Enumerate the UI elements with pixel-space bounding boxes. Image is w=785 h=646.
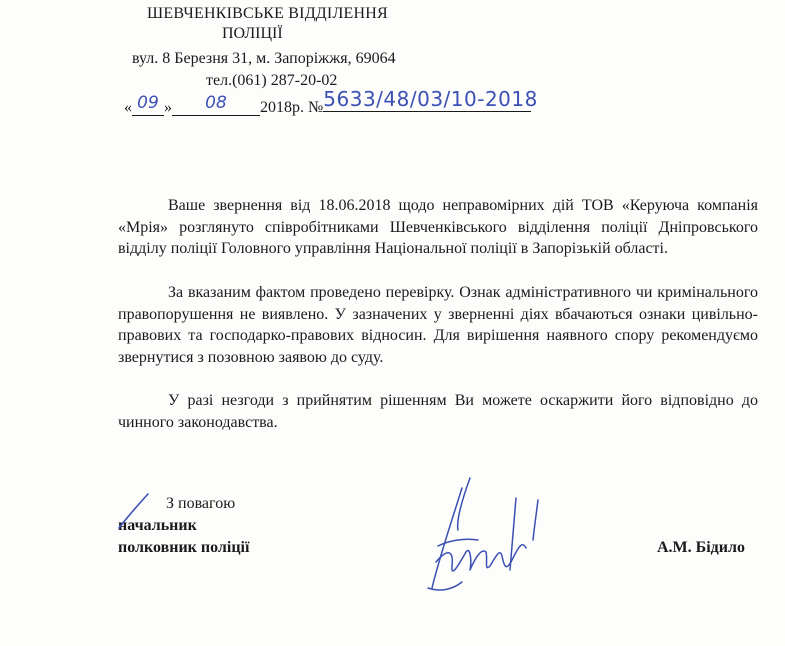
signer-name: А.М. Бідило	[657, 539, 745, 556]
closing-phrase: З повагою	[166, 495, 236, 512]
paragraph-1: Ваше звернення від 18.06.2018 щодо неправомірних дій ТОВ «Керуюча компанія «Мрія» розглянуто співробітниками Шевченківського відділення поліції Дніпровського відділу поліції Головного управління Національної поліції в Запорізькій області.	[118, 197, 758, 257]
paragraph-2: За вказаним фактом проведено перевірку. Ознак адміністративного чи кримінального правопорушення не виявлено. У зазначених у зверненні діях вбачаються ознаки цивільно-правових та господарко-правових відносин. Для вирішення наявного спору рекомендуємо звернутися з позовною заявою до суду.	[118, 284, 758, 366]
handwritten-day: 09	[137, 93, 159, 113]
open-quote: «	[124, 99, 132, 116]
paragraph-3: У разі незгоди з прийнятим рішенням Ви можете оскаржити його відповідно до чинного законодавства.	[118, 392, 758, 431]
handwritten-month: 08	[205, 93, 227, 113]
handwritten-reg-number: 5633/48/03/10-2018	[323, 87, 538, 111]
org-name: ШЕВЧЕНКІВСЬКЕ ВІДДІЛЕННЯ	[147, 5, 388, 22]
close-quote: »	[164, 99, 172, 116]
signer-position: начальник	[118, 517, 197, 534]
year-label: 2018р. №	[260, 99, 324, 116]
signer-rank: полковник поліції	[118, 539, 250, 556]
handwritten-signature	[428, 478, 538, 590]
org-phone: тел.(061) 287-20-02	[206, 72, 338, 89]
org-address: вул. 8 Березня 31, м. Запоріжжя, 69064	[132, 50, 396, 67]
margin-pen-stroke	[119, 494, 148, 528]
org-name-cont: ПОЛІЦІЇ	[222, 25, 283, 42]
